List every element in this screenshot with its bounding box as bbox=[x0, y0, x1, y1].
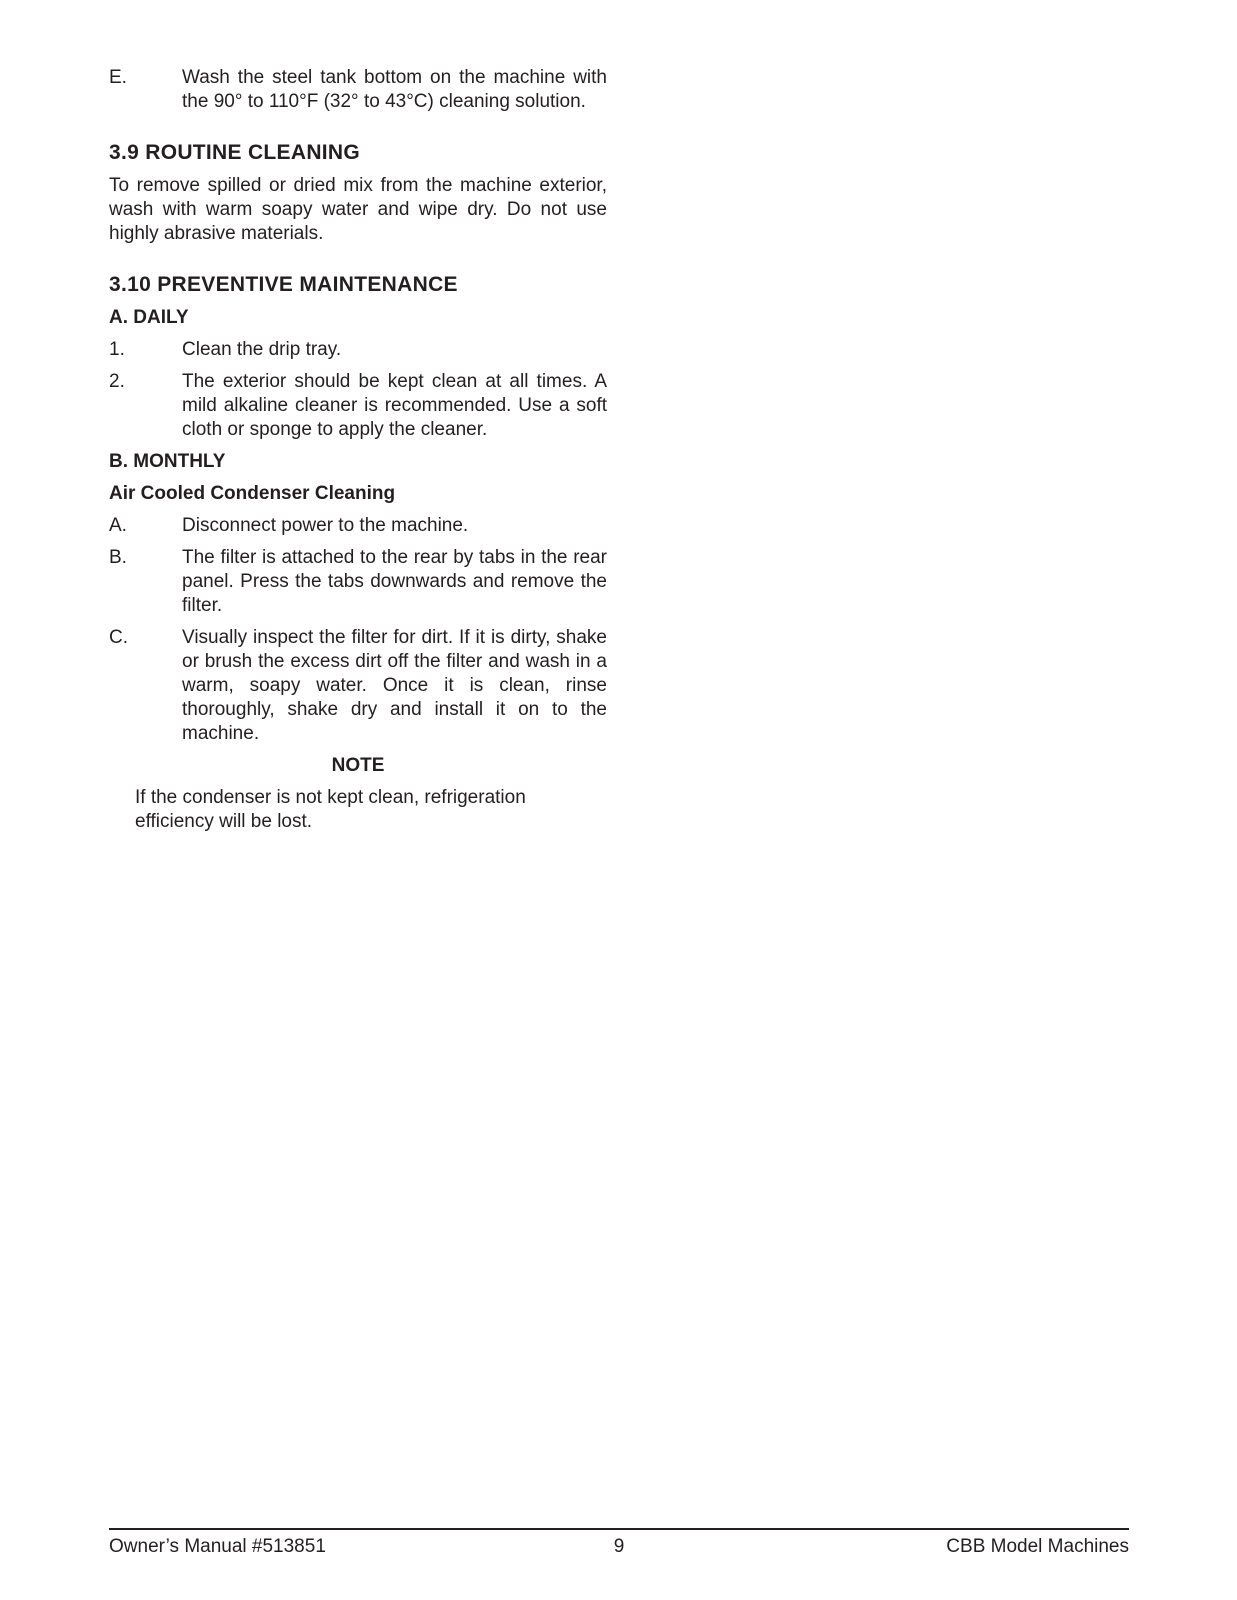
list-marker: 1. bbox=[109, 339, 125, 360]
list-text: The filter is attached to the rear by tabs in the rear panel. Press the tabs downwards and remove the filter. bbox=[182, 547, 607, 616]
list-marker: E. bbox=[109, 67, 127, 88]
subheading-condenser-cleaning: Air Cooled Condenser Cleaning bbox=[109, 483, 396, 504]
list-marker: B. bbox=[109, 547, 127, 568]
list-text: Disconnect power to the machine. bbox=[182, 515, 469, 536]
subheading-monthly: B. MONTHLY bbox=[109, 451, 226, 472]
list-item bbox=[109, 370, 607, 442]
note-text: If the condenser is not kept clean, refrigeration efficiency will be lost. bbox=[135, 787, 526, 832]
footer-divider bbox=[109, 1528, 1129, 1530]
note-title: NOTE bbox=[331, 755, 385, 776]
list-marker: C. bbox=[109, 627, 128, 648]
list-item bbox=[109, 338, 607, 362]
section-heading-preventive-maintenance: 3.10 PREVENTIVE MAINTENANCE bbox=[109, 273, 458, 296]
list-text: Visually inspect the filter for dirt. If it is dirty, shake or brush the excess dirt off the filter and wash in a warm, soapy water. Once it is clean, rinse thoroughly, shake dry and install it on to the machine. bbox=[182, 627, 607, 744]
list-item bbox=[109, 514, 607, 538]
list-text: The exterior should be kept clean at all times. A mild alkaline cleaner is recommended. Use a soft cloth or sponge to apply the cleaner. bbox=[182, 371, 607, 440]
list-item bbox=[109, 626, 607, 746]
list-item bbox=[109, 66, 607, 114]
subheading-daily: A. DAILY bbox=[109, 307, 189, 328]
footer-model-name: CBB Model Machines bbox=[946, 1536, 1129, 1557]
list-text: Clean the drip tray. bbox=[182, 339, 342, 360]
routine-cleaning-paragraph: To remove spilled or dried mix from the machine exterior, wash with warm soapy water and wipe dry. Do not use highly abrasive materials. bbox=[109, 175, 607, 244]
list-marker: A. bbox=[109, 515, 127, 536]
footer-page-number: 9 bbox=[613, 1536, 625, 1557]
footer-manual-number: Owner’s Manual #513851 bbox=[109, 1536, 326, 1557]
section-heading-routine-cleaning: 3.9 ROUTINE CLEANING bbox=[109, 141, 361, 164]
list-marker: 2. bbox=[109, 371, 125, 392]
page-footer bbox=[109, 1534, 1129, 1560]
list-text: Wash the steel tank bottom on the machine with the 90° to 110°F (32° to 43°C) cleaning solution. bbox=[182, 67, 607, 112]
main-column bbox=[109, 66, 607, 834]
list-item bbox=[109, 546, 607, 618]
